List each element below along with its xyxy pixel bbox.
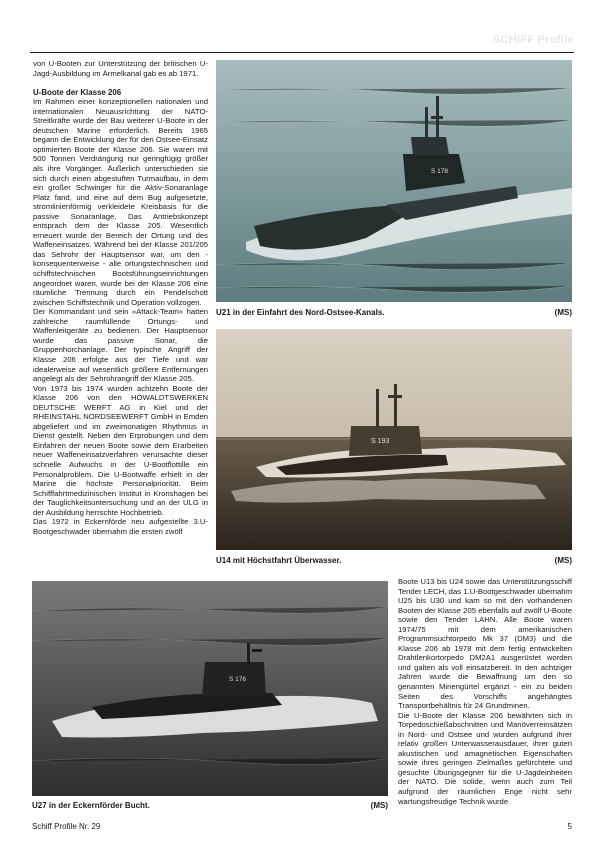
brand-header: SCHIFF Profile [492,34,574,46]
photo-caption [216,308,572,318]
photo-credit: (MS) [554,308,572,317]
caption-text: U27 in der Eckernförder Bucht. [32,801,150,810]
left-text-column [33,59,208,536]
body-paragraph: Der Kommandant und sein »Attack-Team« hatten zahlreiche raumfüllende Ortungs- und Waffenleitgeräte zu bedienen. Der Hauptsensor wurde das passive Sonar, die Gruppenhorchanlage. Der typische Angriff der Klasse 206 erfolgte aus der Tiefe und war idealerweise auf wesentlich größere Entfernungen angelegt als der Sehrohrangriff der Klasse 205. [33,307,208,384]
photo-u21 [216,60,572,302]
photo-u27 [32,581,388,796]
photo-credit: (MS) [370,801,388,810]
hull-number: S 193 [371,438,390,445]
hull-number: S 176 [229,676,246,683]
body-paragraph: Die U-Boote der Klasse 206 bewährten sich in Torpedoschießabschnitten und Manöverreinsätzen in Nord- und Ostsee und wurden aufgrund ihrer relativ großen Unterwasserausdauer, ihrer guten akustischen und amagnetischen Eigenschaften sowie ihres geringen Zielmaßes gefürchtete und gesuchte Übungsgegner für die U-Jagdeinheiten der NATO. Die solide, wenn auch zum Teil aufgrund der räumlichen Enge nicht sehr wartungsfreudige Technik wurde [398,710,572,806]
body-paragraph: Im Rahmen einer konzeptionellen nationalen und internationalen Neuausrichtung der NATO-Streitkräfte wurde der Bau weiterer U-Boote in der deutschen Marine erforderlich. Bereits 1965 begann die Entwicklung der für den Ostsee-Einsatz optimierten Boote der Klasse 206. Sie waren mit 500 Tonnen Verdrängung nur geringfügig größer als ihre Vorgänger. Äußerlich unterschieden sie sich durch einen abgestuften Turmaufbau, in dem ein großer Schwinger für die Aktiv-Sonaranlage Platz fand, und eine auf dem Bug aufgesetzte, stromlinienförmig verkleidete Kreisbasis für die passive Sonaranlage. Das Antriebskonzept entsprach dem der Klasse 205. Wesentlich erneuert wurde der Bereich der Ortung und des Waffeneinsatzes. Während bei der Klasse 201/205 das Sehrohr der Hauptsensor war, um den - konsequenterweise - alle ortungstechnischen und schiffstechnischen Bootsführungseinrichtungen angeordnet waren, wurde bei der Klasse 206 eine räumliche Trennung durch ein Pendelschott zwischen Schiffstechnik und Operation vollzogen. [33,97,208,307]
hull-number: S 178 [431,168,448,175]
photo-caption [216,556,572,566]
body-paragraph: Von 1973 bis 1974 wurden achtzehn Boote der Klasse 206 von den HOWALDTSWERKEN DEUTSCHE WERFT AG in Kiel und der RHEINSTAHL NORDSEEWERFT GmbH in Emden abgeliefert und im zweimonatigen Rhythmus in Dienst gestellt. Neben den Erprobungen und dem Einfahren der neuen Boote sowie dem Erarbeiten neuer Waffeneinsatzverfahren verursachte dieser schnelle Aufwuchs in der U-Bootflottille ein Personalproblem. Die U-Bootwaffe erhielt in der Marine die höchste Personalpriorität. Beim Schifffahrtmedizinischen Institut in Kronshagen bei der Tauglichkeitsuntersuchung und an der ULG in der Ausbildung herrschte Hochbetrieb. [33,383,208,517]
intro-paragraph: von U-Booten zur Unterstützung der britischen U-Jagd-Ausbildung im Ärmelkanal gab es ab 1971. [33,59,208,78]
right-text-column [398,577,572,806]
photo-u14 [216,329,572,550]
section-heading: U-Boote der Klasse 206 [33,87,122,97]
footer-publication: Schiff Profile Nr. 29 [32,822,101,831]
caption-text: U21 in der Einfahrt des Nord-Ostsee-Kanals. [216,308,385,317]
body-paragraph: Das 1972 in Eckernförde neu aufgestellte 3.U-Bootgeschwader übernahm die ersten zwölf [33,517,208,536]
body-paragraph: Boote U13 bis U24 sowie das Unterstützungsschiff Tender LECH, das 1.U-Bootgeschwader übernahm U25 bis U30 und kam so mit den vorhandenen Booten der Klasse 205 ebenfalls auf zwölf U-Boote sowie den Tender LAHN. Alle Boote waren 1974/75 mit dem amerikanischen Programmsuchtorpedo Mk 37 (DM3) und die Klasse 206 ab 1978 mit dem fertig entwickelten Drahtlenkortorpedo DM2A1 ausgerüstet worden und galten als voll einsatzbereit. In den achtziger Jahren wurde die Bewaffnung um den so genannten Minengürtel ergänzt - ein zu beiden Seiten des Vorschiffs angehängtes Transportbehältnis für 24 Grundminen. [398,577,572,711]
header-rule [30,52,574,53]
photo-caption [32,801,388,811]
photo-credit: (MS) [554,556,572,565]
page-number: 5 [567,822,572,831]
caption-text: U14 mit Höchstfahrt Überwasser. [216,556,342,565]
